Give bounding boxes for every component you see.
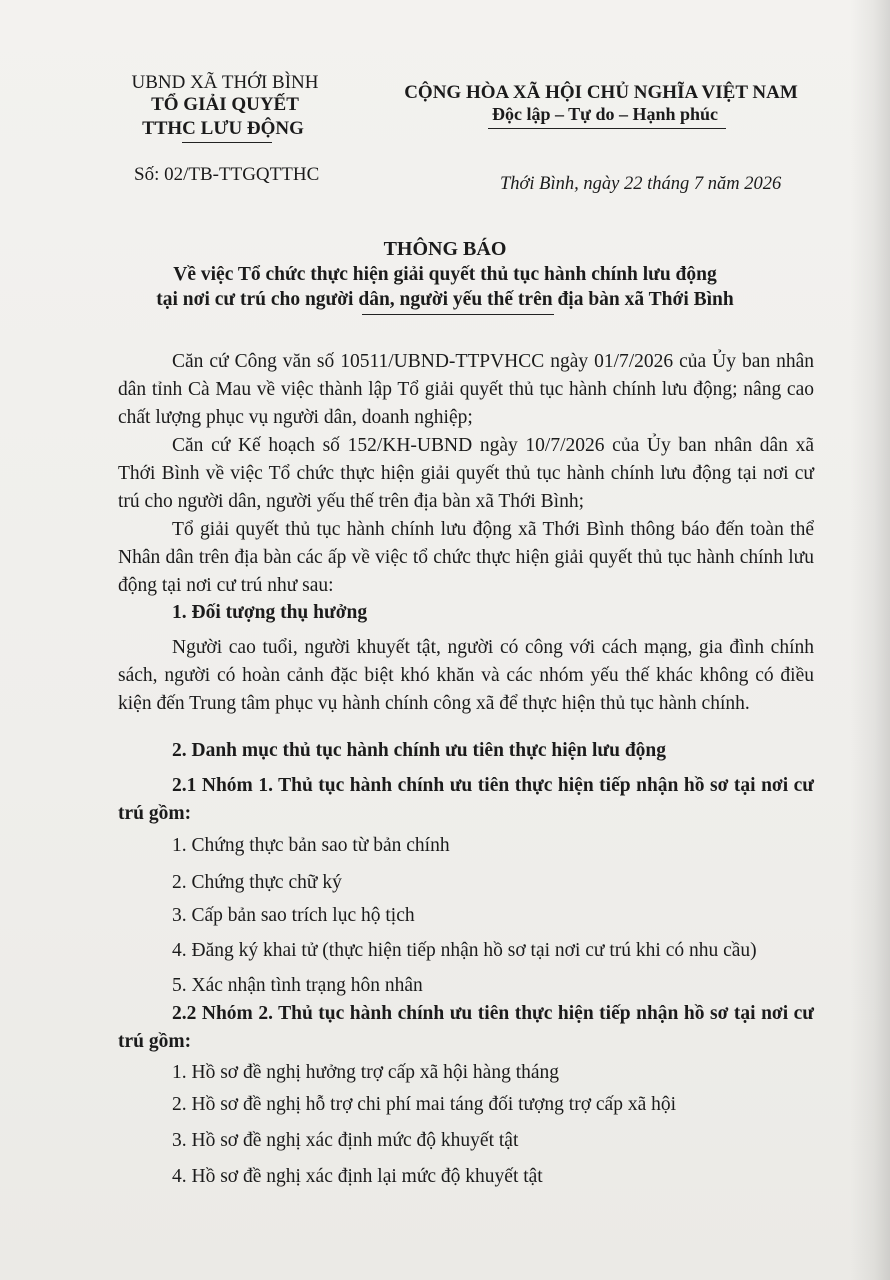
paragraph-basis-1: Căn cứ Công văn số 10511/UBND-TTPVHCC ngày 01/7/2026 của Ủy ban nhân dân tỉnh Cà Mau về việc thành lập Tổ giải quyết thủ tục hành chính lưu động; nâng cao chất lượng phục vụ người dân, doanh nghiệp; <box>118 351 814 428</box>
list-item: 3. Hồ sơ đề nghị xác định mức độ khuyết tật <box>172 1130 519 1151</box>
group-1-heading: 2.1 Nhóm 1. Thủ tục hành chính ưu tiên thực hiện tiếp nhận hồ sơ tại nơi cư trú gồm: <box>118 775 814 824</box>
motto-underline <box>488 128 726 129</box>
list-item: 2. Chứng thực chữ ký <box>172 872 342 893</box>
list-item: 2. Hồ sơ đề nghị hỗ trợ chi phí mai táng đối tượng trợ cấp xã hội <box>172 1094 677 1115</box>
document-number: Số: 02/TB-TTGQTTHC <box>134 164 320 185</box>
list-item: 1. Chứng thực bản sao từ bản chính <box>172 835 450 856</box>
group-2-heading: 2.2 Nhóm 2. Thủ tục hành chính ưu tiên thực hiện tiếp nhận hồ sơ tại nơi cư trú gồm: <box>118 1003 814 1052</box>
list-item: 1. Hồ sơ đề nghị hưởng trợ cấp xã hội hàng tháng <box>172 1062 560 1083</box>
issuer-name: UBND XÃ THỚI BÌNH <box>131 72 319 93</box>
document-subject-line1: Về việc Tổ chức thực hiện giải quyết thủ tục hành chính lưu động <box>173 264 717 285</box>
section-2-heading: 2. Danh mục thủ tục hành chính ưu tiên thực hiện lưu động <box>172 740 667 761</box>
title-underline <box>362 314 554 315</box>
list-item: 4. Đăng ký khai tử (thực hiện tiếp nhận hồ sơ tại nơi cư trú khi có nhu cầu) <box>172 940 757 961</box>
issuer-underline <box>182 142 272 143</box>
issuer-unit: TỔ GIẢI QUYẾT <box>151 94 299 115</box>
date-place: Thới Bình, ngày 22 tháng 7 năm 2026 <box>500 174 782 194</box>
paragraph-basis-2: Căn cứ Kế hoạch số 152/KH-UBND ngày 10/7/2026 của Ủy ban nhân dân xã Thới Bình về việc Tổ chức thực hiện giải quyết thủ tục hành chính lưu động tại nơi cư trú cho người dân, người yếu thế trên địa bàn xã Thới Bình; <box>118 435 814 512</box>
national-title: CỘNG HÒA XÃ HỘI CHỦ NGHĨA VIỆT NAM <box>404 82 798 103</box>
page-shadow <box>850 0 890 1280</box>
section-1-text: Người cao tuổi, người khuyết tật, người có công với cách mạng, gia đình chính sách, người có hoàn cảnh đặc biệt khó khăn và các nhóm yếu thế khác không có điều kiện đến Trung tâm phục vụ hành chính công xã để thực hiện thủ tục hành chính. <box>118 637 814 714</box>
issuer-unit-line2: TTHC LƯU ĐỘNG <box>142 118 304 139</box>
paragraph-announcement: Tổ giải quyết thủ tục hành chính lưu động xã Thới Bình thông báo đến toàn thể Nhân dân trên địa bàn các ấp về việc tổ chức thực hiện giải quyết thủ tục hành chính lưu động tại nơi cư trú như sau: <box>118 519 814 596</box>
section-1-heading: 1. Đối tượng thụ hưởng <box>172 602 368 623</box>
list-item: 3. Cấp bản sao trích lục hộ tịch <box>172 905 415 926</box>
document-subject-line2: tại nơi cư trú cho người dân, người yếu thế trên địa bàn xã Thới Bình <box>156 289 734 310</box>
national-motto: Độc lập – Tự do – Hạnh phúc <box>491 104 719 124</box>
list-item: 4. Hồ sơ đề nghị xác định lại mức độ khuyết tật <box>172 1166 543 1187</box>
document-title: THÔNG BÁO <box>383 238 507 260</box>
list-item: 5. Xác nhận tình trạng hôn nhân <box>172 975 423 996</box>
